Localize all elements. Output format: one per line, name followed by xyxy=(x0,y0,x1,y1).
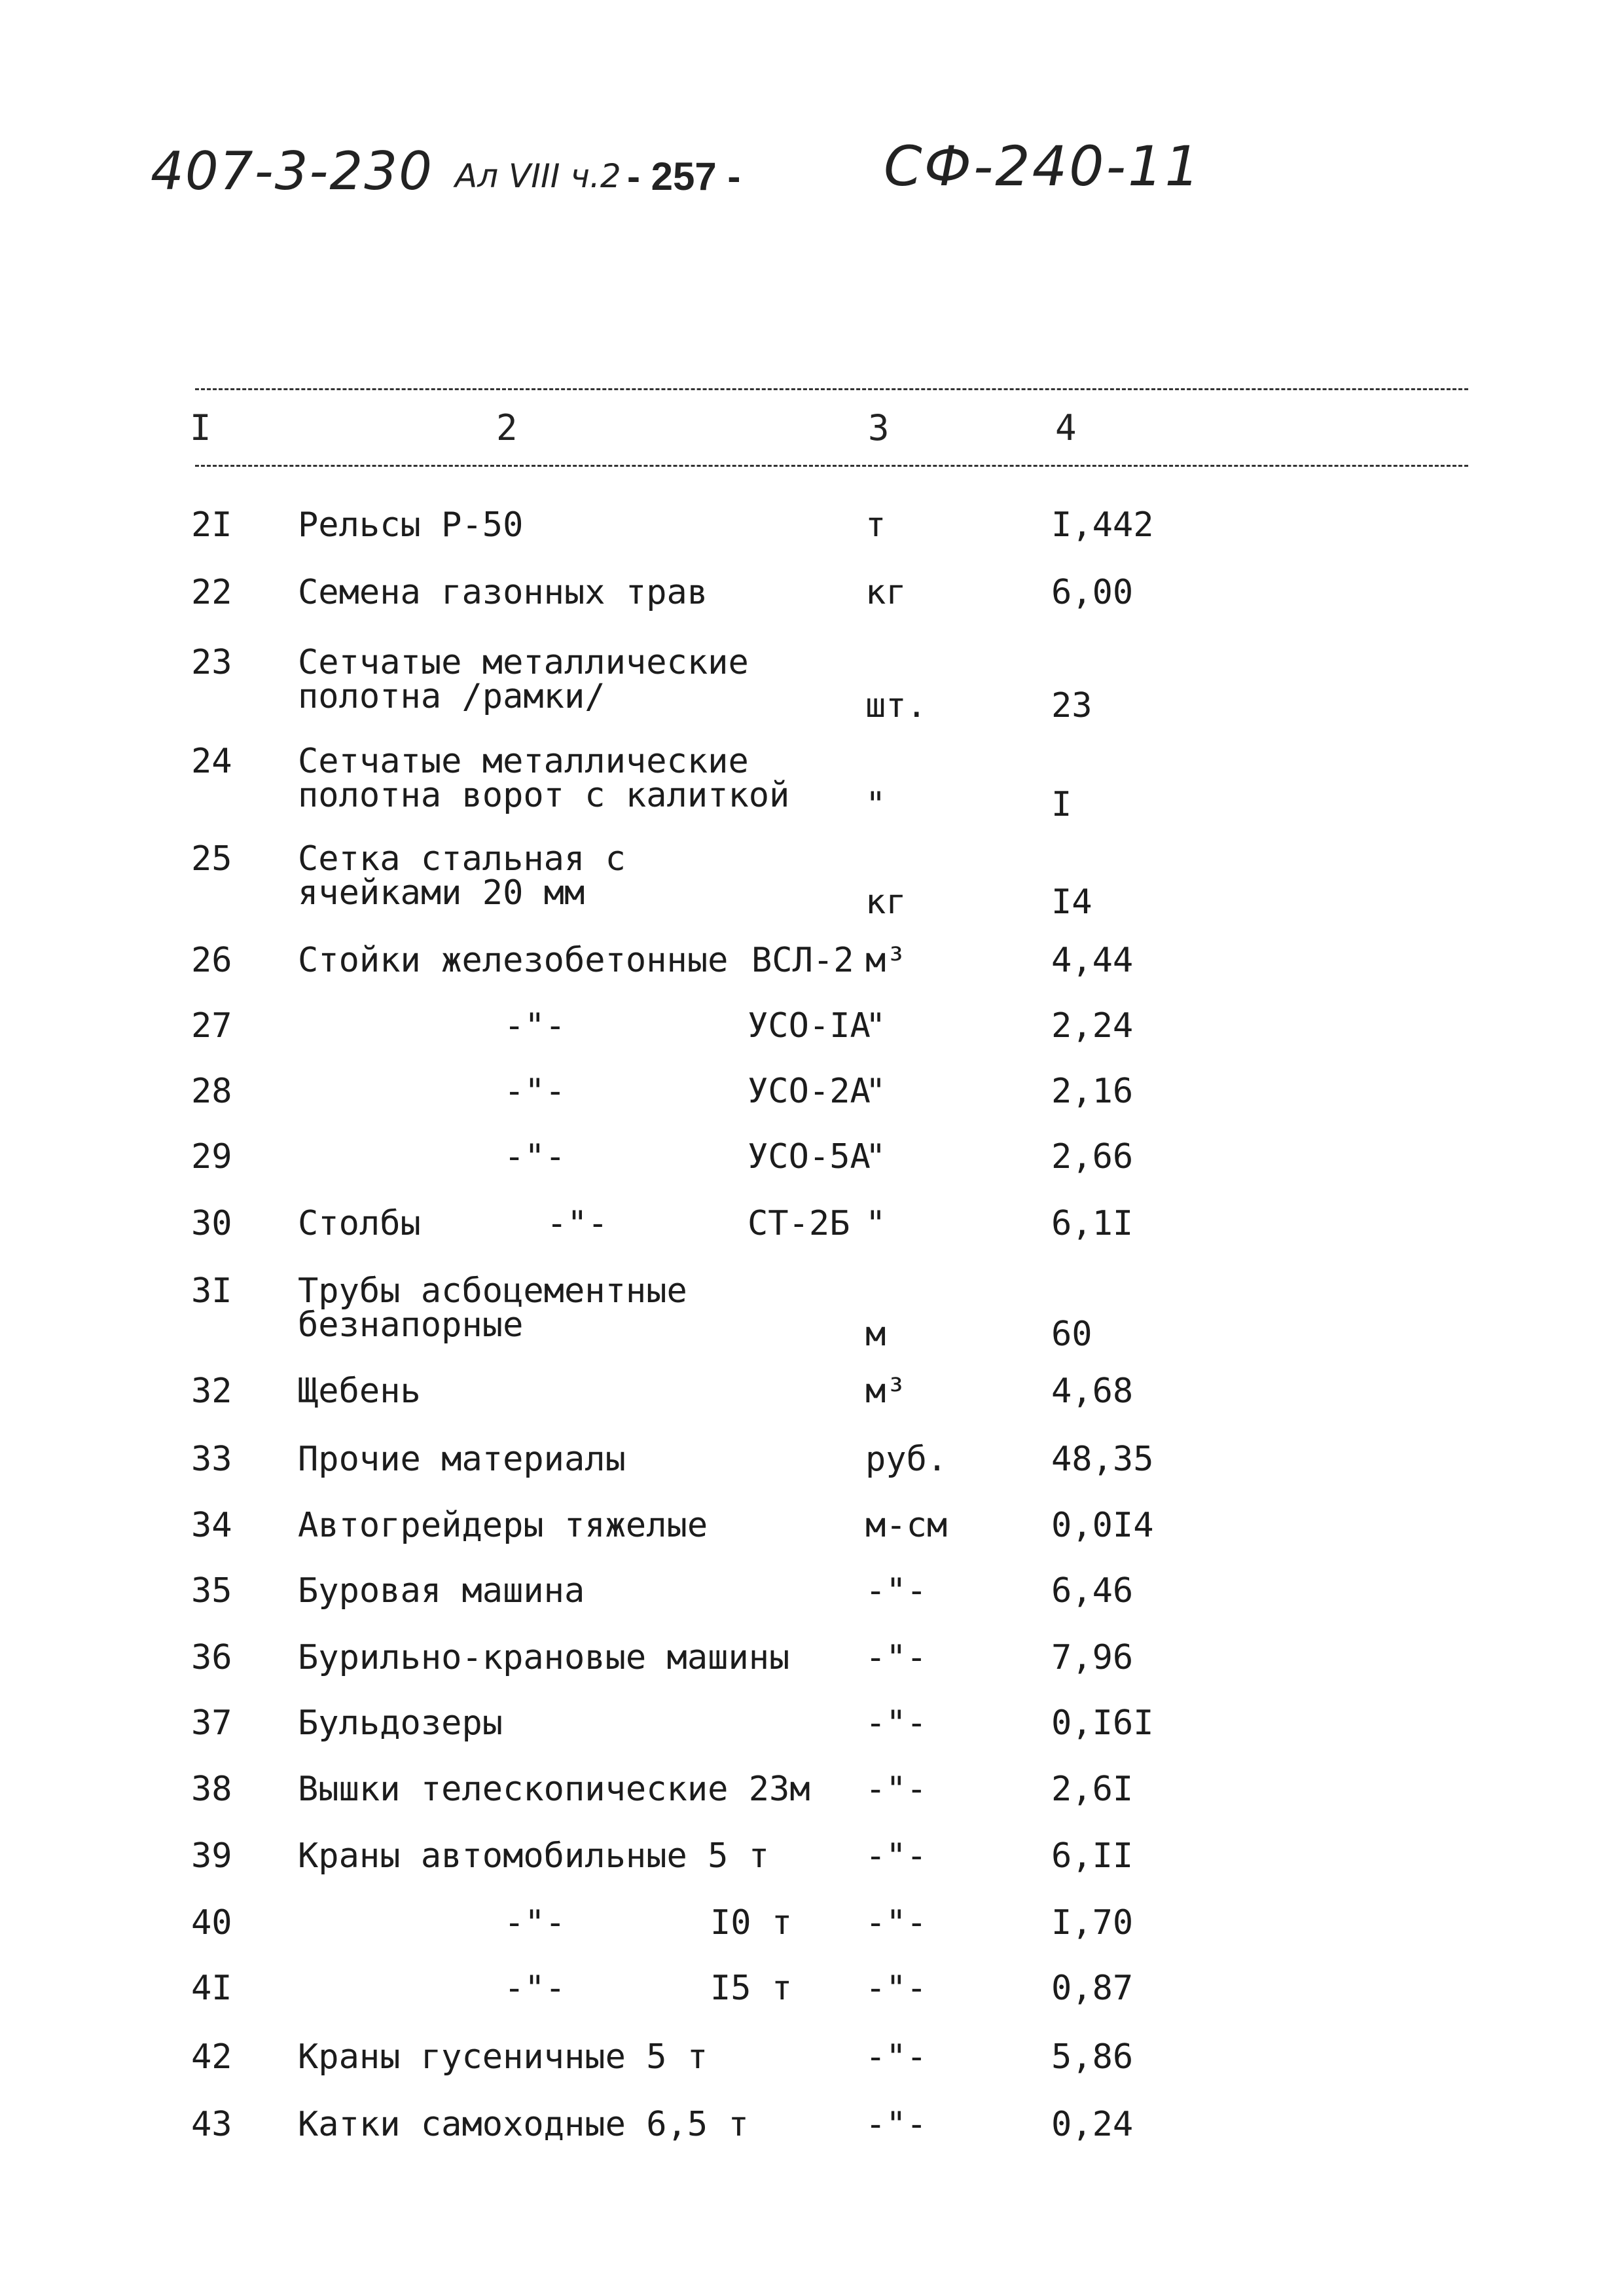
unit: кг xyxy=(865,883,907,922)
unit: т xyxy=(865,505,886,545)
quantity: 4,44 xyxy=(1051,941,1134,980)
unit: -"- xyxy=(865,1638,927,1677)
row-number: 40 xyxy=(191,1903,232,1942)
unit: -"- xyxy=(865,1571,927,1611)
item-subtype: СТ-2Б xyxy=(748,1204,850,1243)
unit: м-см xyxy=(865,1506,948,1545)
row-number: 29 xyxy=(191,1137,232,1176)
unit: -"- xyxy=(865,2105,927,2144)
quantity: 0,24 xyxy=(1051,2105,1134,2144)
row-number: 23 xyxy=(191,643,232,682)
quantity: I,70 xyxy=(1051,1903,1134,1942)
quantity: I,442 xyxy=(1051,505,1154,545)
unit: -"- xyxy=(865,1704,927,1743)
unit: м³ xyxy=(865,941,907,980)
item-name: Сетка стальная с xyxy=(298,839,626,879)
item-name: Сетчатые металлические xyxy=(298,643,749,682)
item-name: Семена газонных трав xyxy=(298,573,708,612)
unit: -"- xyxy=(865,2037,927,2077)
item-subtype: УСО-IA xyxy=(748,1006,871,1046)
quantity: I4 xyxy=(1051,883,1092,922)
column-header-4: 4 xyxy=(1055,407,1077,448)
row-number: 36 xyxy=(191,1638,232,1677)
table-top-rule xyxy=(195,388,1468,390)
row-number: 24 xyxy=(191,742,232,781)
unit: кг xyxy=(865,573,907,612)
table-header-rule xyxy=(195,465,1468,467)
quantity: 0,I6I xyxy=(1051,1704,1154,1743)
item-name-continued: полотна ворот с калиткой xyxy=(298,776,790,815)
column-header-1: I xyxy=(190,407,211,448)
quantity: 6,00 xyxy=(1051,573,1134,612)
unit: -"- xyxy=(865,1836,927,1876)
row-number: 28 xyxy=(191,1072,232,1111)
row-number: 39 xyxy=(191,1836,232,1876)
quantity: 2,66 xyxy=(1051,1137,1134,1176)
item-name: Трубы асбоцементные xyxy=(298,1271,687,1311)
row-number: 26 xyxy=(191,941,232,980)
unit: -"- xyxy=(865,1903,927,1942)
row-number: 32 xyxy=(191,1372,232,1411)
quantity: 0,87 xyxy=(1051,1969,1134,2008)
item-name: Вышки телескопические 23м xyxy=(298,1770,810,1809)
item-name-continued: полотна /рамки/ xyxy=(298,677,605,716)
quantity: 2,16 xyxy=(1051,1072,1134,1111)
item-name: -"- xyxy=(504,1969,566,2008)
item-name: Краны автомобильные 5 т xyxy=(298,1836,770,1876)
unit: " xyxy=(865,1006,886,1046)
quantity: 2,6I xyxy=(1051,1770,1134,1809)
item-name: -"- xyxy=(504,1006,566,1046)
quantity: 0,0I4 xyxy=(1051,1506,1154,1545)
quantity: 4,68 xyxy=(1051,1372,1134,1411)
row-number: 42 xyxy=(191,2037,232,2077)
unit: " xyxy=(865,1137,886,1176)
item-name: Прочие материалы xyxy=(298,1440,626,1479)
row-number: 34 xyxy=(191,1506,232,1545)
unit: руб. xyxy=(865,1440,948,1479)
item-name: Краны гусеничные 5 т xyxy=(298,2037,708,2077)
quantity: 6,1I xyxy=(1051,1204,1134,1243)
item-name: Столбы xyxy=(298,1204,421,1243)
unit: м xyxy=(865,1315,886,1354)
row-number: 2I xyxy=(191,505,232,545)
item-name: Рельсы Р-50 xyxy=(298,505,524,545)
handwritten-project-code: 407-3-230 xyxy=(151,141,434,202)
quantity: I xyxy=(1051,785,1072,824)
page-number: - 257 - xyxy=(627,155,741,198)
item-name: Бурильно-крановые машины xyxy=(298,1638,790,1677)
item-subtype: I5 т xyxy=(710,1969,793,2008)
item-subtype: УСО-2А xyxy=(748,1072,871,1111)
quantity: 60 xyxy=(1051,1315,1092,1354)
row-number: 43 xyxy=(191,2105,232,2144)
row-number: 3I xyxy=(191,1271,232,1311)
quantity: 48,35 xyxy=(1051,1440,1154,1479)
unit: " xyxy=(865,785,886,824)
item-name: Сетчатые металлические xyxy=(298,742,749,781)
row-number: 35 xyxy=(191,1571,232,1611)
item-name-continued: безнапорные xyxy=(298,1305,524,1345)
handwritten-sheet-code: СФ-240-11 xyxy=(884,134,1202,198)
row-number: 30 xyxy=(191,1204,232,1243)
row-number: 25 xyxy=(191,839,232,879)
quantity: 6,46 xyxy=(1051,1571,1134,1611)
item-subtype: ВСЛ-2 xyxy=(751,941,854,980)
item-name: Буровая машина xyxy=(298,1571,585,1611)
item-name: -"- xyxy=(504,1072,566,1111)
ditto-mark: -"- xyxy=(547,1204,608,1243)
item-name: Стойки железобетонные xyxy=(298,941,729,980)
item-name-continued: ячейками 20 мм xyxy=(298,873,585,913)
unit: шт. xyxy=(865,686,927,725)
row-number: 33 xyxy=(191,1440,232,1479)
quantity: 2,24 xyxy=(1051,1006,1134,1046)
quantity: 23 xyxy=(1051,686,1092,725)
quantity: 6,II xyxy=(1051,1836,1134,1876)
unit: м³ xyxy=(865,1372,907,1411)
row-number: 27 xyxy=(191,1006,232,1046)
column-header-2: 2 xyxy=(496,407,518,448)
item-name: Бульдозеры xyxy=(298,1704,503,1743)
item-name: Щебень xyxy=(298,1372,421,1411)
unit: -"- xyxy=(865,1770,927,1809)
row-number: 4I xyxy=(191,1969,232,2008)
row-number: 37 xyxy=(191,1704,232,1743)
column-header-3: 3 xyxy=(868,407,890,448)
item-name: -"- xyxy=(504,1903,566,1942)
unit: " xyxy=(865,1204,886,1243)
item-name: -"- xyxy=(504,1137,566,1176)
unit: -"- xyxy=(865,1969,927,2008)
quantity: 7,96 xyxy=(1051,1638,1134,1677)
item-name: Катки самоходные 6,5 т xyxy=(298,2105,749,2144)
item-name: Автогрейдеры тяжелые xyxy=(298,1506,708,1545)
quantity: 5,86 xyxy=(1051,2037,1134,2077)
unit: " xyxy=(865,1072,886,1111)
item-subtype: I0 т xyxy=(710,1903,793,1942)
row-number: 22 xyxy=(191,573,232,612)
item-subtype: УСО-5А xyxy=(748,1137,871,1176)
handwritten-album-number: Ал VIII ч.2 xyxy=(455,157,621,195)
row-number: 38 xyxy=(191,1770,232,1809)
